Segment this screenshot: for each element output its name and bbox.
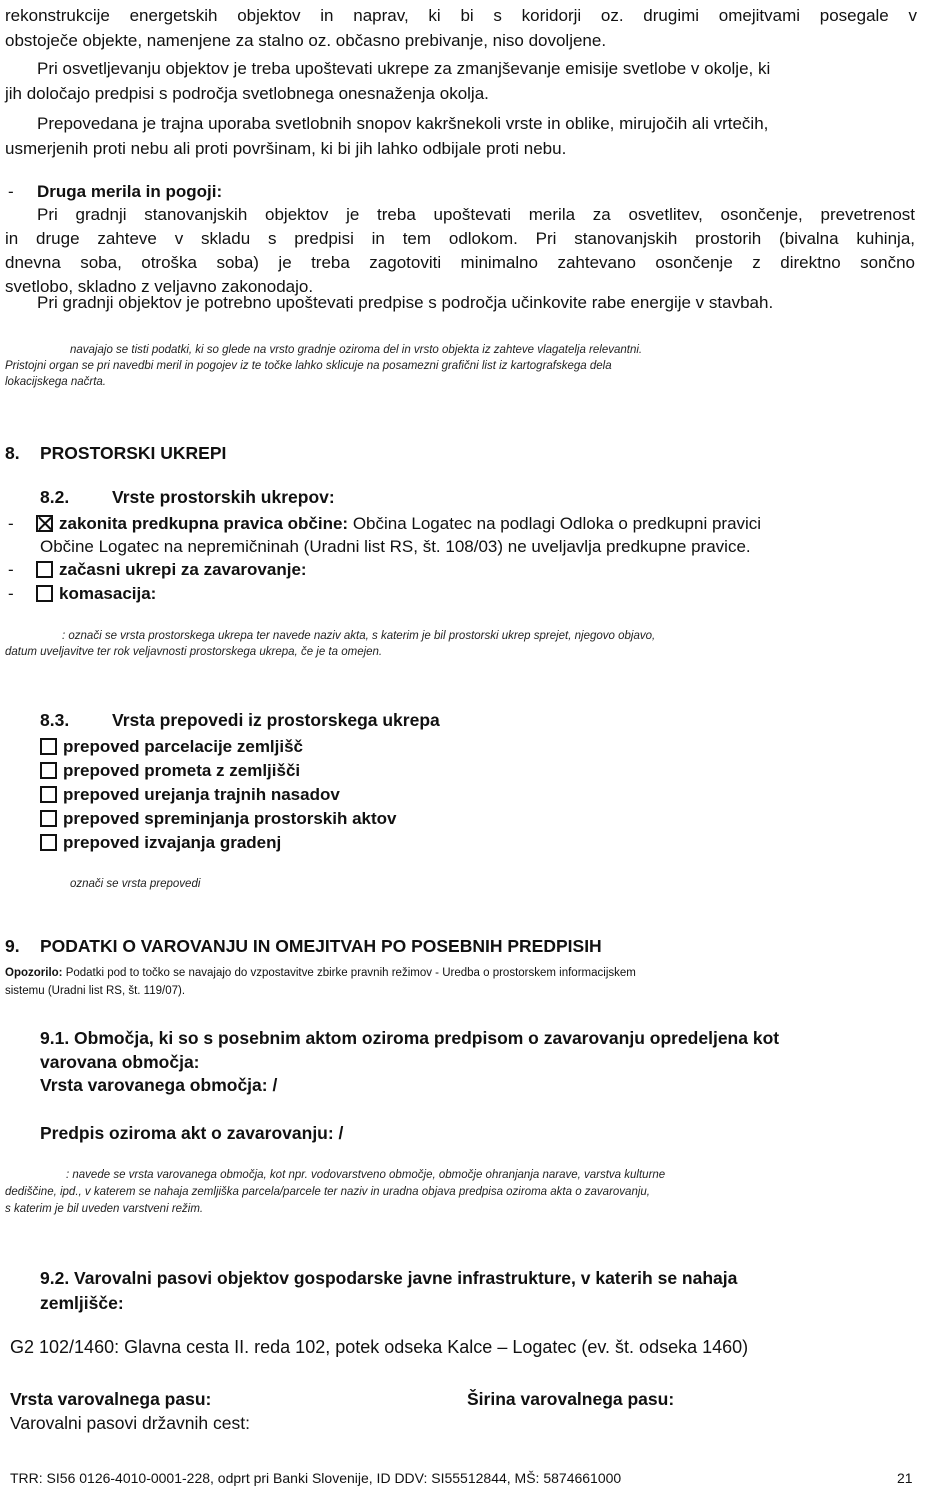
criteria-footnote-line-2: Pristojni organ se pri navedbi meril in pogojev iz te točke lahko sklicuje na posamezni grafični list iz kartografskega dela xyxy=(5,360,612,372)
section-8-footnote-line-2: datum uveljavitve ter rok veljavnosti prostorskega ukrepa, če je ta omejen. xyxy=(5,646,383,658)
energy-efficiency-line: Pri gradnji objektov je potrebno upoštevati predpise s področja učinkovite rabe energije v stavbah. xyxy=(37,293,774,312)
section-8-3-number: 8.3. xyxy=(40,710,70,730)
section-9-2-title-line-1: 9.2. Varovalni pasovi objektov gospodarske javne infrastrukture, v katerih se nahaja xyxy=(40,1268,738,1288)
section-9-2-title-line-2: zemljišče: xyxy=(40,1293,124,1313)
section-9-1-title-line-2: varovana območja: xyxy=(40,1052,200,1072)
intro-line-1: rekonstrukcije energetskih objektov in naprav, ki bi s koridorji oz. drugimi omejitvami posegale v xyxy=(5,6,917,25)
preemption-checkbox[interactable] xyxy=(36,515,53,532)
footer-bank-info: TRR: SI56 0126-4010-0001-228, odprt pri Banki Slovenije, ID DDV: SI55512844, MŠ: 5874661000 xyxy=(10,1470,622,1486)
temporary-measures-label: začasni ukrepi za zavarovanje: xyxy=(59,560,307,579)
section-9-1-title-line-1: 9.1. Območja, ki so s posebnim aktom oziroma predpisom o zavarovanju opredeljena kot xyxy=(40,1028,780,1048)
section-9-1-footnote-line-1: : navede se vrsta varovanega območja, kot npr. vodovarstveno območje, območje ohranjanja narave, varstva kulturne xyxy=(66,1169,666,1181)
ban-row-trade xyxy=(40,759,300,783)
section-8-2-number: 8.2. xyxy=(40,487,70,507)
criteria-line-4: svetlobo, skladno z veljavno zakonodajo. xyxy=(5,277,314,296)
preemption-label: zakonita predkupna pravica občine: xyxy=(59,514,349,533)
temporary-measures-checkbox[interactable] xyxy=(36,561,53,578)
protection-strip-type-header: Vrsta varovalnega pasu: xyxy=(10,1389,212,1409)
warning-label: Opozorilo: xyxy=(5,967,63,979)
protection-strip-type-value: Varovalni pasovi državnih cest: xyxy=(10,1413,250,1433)
ban-row-plantations xyxy=(40,783,340,807)
preemption-text-1: Občina Logatec na podlagi Odloka o predkupni pravici xyxy=(352,514,762,533)
measure-row-3 xyxy=(8,582,156,606)
warning-text-1: Podatki pod to točko se navajajo do vzpostavitve zbirke pravnih režimov - Uredba o prostorskem informacijskem xyxy=(65,967,636,979)
section-8-number: 8. xyxy=(5,443,20,463)
section-8-3-footnote: označi se vrsta prepovedi xyxy=(70,878,201,890)
criteria-dash: - xyxy=(8,182,14,201)
criteria-line-1: Pri gradnji stanovanjskih objektov je treba upoštevati merila za osvetlitev, osončenje, prevetrenost xyxy=(37,205,915,224)
ban-parcelation-checkbox[interactable] xyxy=(40,738,57,755)
light-beam-ban-line-1: Prepovedana je trajna uporaba svetlobnih snopov kakršnekoli vrste in oblike, mirujočih ali vrtečih, xyxy=(37,114,769,133)
ban-row-plan-changes xyxy=(40,807,396,831)
road-section-line: G2 102/1460: Glavna cesta II. reda 102, potek odseka Kalce – Logatec (ev. št. odseka 1460) xyxy=(10,1337,749,1357)
warning-text-2: sistemu (Uradni list RS, št. 119/07). xyxy=(5,985,186,997)
light-emission-line-1: Pri osvetljevanju objektov je treba upoštevati ukrepe za zmanjševanje emisije svetlobe v okolje, ki xyxy=(37,59,771,78)
ban-row-parcelation xyxy=(40,735,303,759)
section-9-1-footnote-line-3: s katerim je bil uveden varstveni režim. xyxy=(5,1203,204,1215)
ban-trade-checkbox[interactable] xyxy=(40,762,57,779)
list-dash: - xyxy=(8,560,14,579)
ban-plan-changes-label: prepoved spreminjanja prostorskih aktov xyxy=(63,809,397,828)
criteria-footnote-line-1: navajajo se tisti podatki, ki so glede na vrsto gradnje oziroma del in vrsto objekta iz zahteve vlagatelja relevantni. xyxy=(70,344,643,356)
protected-area-type: Vrsta varovanega območja: / xyxy=(40,1075,278,1095)
criteria-footnote-line-3: lokacijskega načrta. xyxy=(5,376,106,388)
criteria-line-3: dnevna soba, otroška soba) je treba zagotoviti minimalno zahtevano osončenje z direktno sončno xyxy=(5,253,915,272)
criteria-line-2: in druge zahteve v skladu s predpisi in tem odlokom. Pri stanovanjskih prostorih (bivalna kuhinja, xyxy=(5,229,915,248)
ban-construction-checkbox[interactable] xyxy=(40,834,57,851)
section-8-title: PROSTORSKI UKREPI xyxy=(40,443,227,463)
measure-row-1 xyxy=(8,512,761,536)
light-emission-line-2: jih določajo predpisi s področja svetlobnega onesnaženja okolja. xyxy=(5,84,489,103)
measure-row-2 xyxy=(8,558,307,582)
section-8-footnote-line-1: : označi se vrsta prostorskega ukrepa ter navede naziv akta, s katerim je bil prostorski ukrep sprejet, njegovo objavo, xyxy=(62,630,656,642)
criteria-heading: Druga merila in pogoji: xyxy=(37,182,223,201)
section-9-number: 9. xyxy=(5,936,20,956)
protection-regulation: Predpis oziroma akt o zavarovanju: / xyxy=(40,1123,344,1143)
land-consolidation-checkbox[interactable] xyxy=(36,585,53,602)
ban-plantations-checkbox[interactable] xyxy=(40,786,57,803)
list-dash: - xyxy=(8,514,14,533)
protection-strip-width-header: Širina varovalnega pasu: xyxy=(467,1389,675,1409)
light-beam-ban-line-2: usmerjenih proti nebu ali proti površinam, ki bi jih lahko odbijale proti nebu. xyxy=(5,139,567,158)
ban-parcelation-label: prepoved parcelacije zemljišč xyxy=(63,737,304,756)
land-consolidation-label: komasacija: xyxy=(59,584,157,603)
warning-line-1 xyxy=(5,965,636,981)
section-9-1-footnote-line-2: dediščine, ipd., v katerem se nahaja zemljiška parcela/parcele ter naziv in uradna objava predpisa oziroma akta o zavarovanju, xyxy=(5,1186,650,1198)
ban-construction-label: prepoved izvajanja gradenj xyxy=(63,833,282,852)
section-9-title: PODATKI O VAROVANJU IN OMEJITVAH PO POSEBNIH PREDPISIH xyxy=(40,936,602,956)
ban-plantations-label: prepoved urejanja trajnih nasadov xyxy=(63,785,340,804)
ban-row-construction xyxy=(40,831,281,855)
ban-trade-label: prepoved prometa z zemljišči xyxy=(63,761,301,780)
intro-line-2: obstoječe objekte, namenjene za stalno oz. občasno prebivanje, niso dovoljene. xyxy=(5,31,607,50)
list-dash: - xyxy=(8,584,14,603)
section-8-3-title: Vrsta prepovedi iz prostorskega ukrepa xyxy=(112,710,440,730)
ban-plan-changes-checkbox[interactable] xyxy=(40,810,57,827)
preemption-text-2: Občine Logatec na nepremičninah (Uradni list RS, št. 108/03) ne uveljavlja predkupne pravice. xyxy=(40,537,751,556)
page-number: 21 xyxy=(897,1470,913,1486)
section-8-2-title: Vrste prostorskih ukrepov: xyxy=(112,487,335,507)
